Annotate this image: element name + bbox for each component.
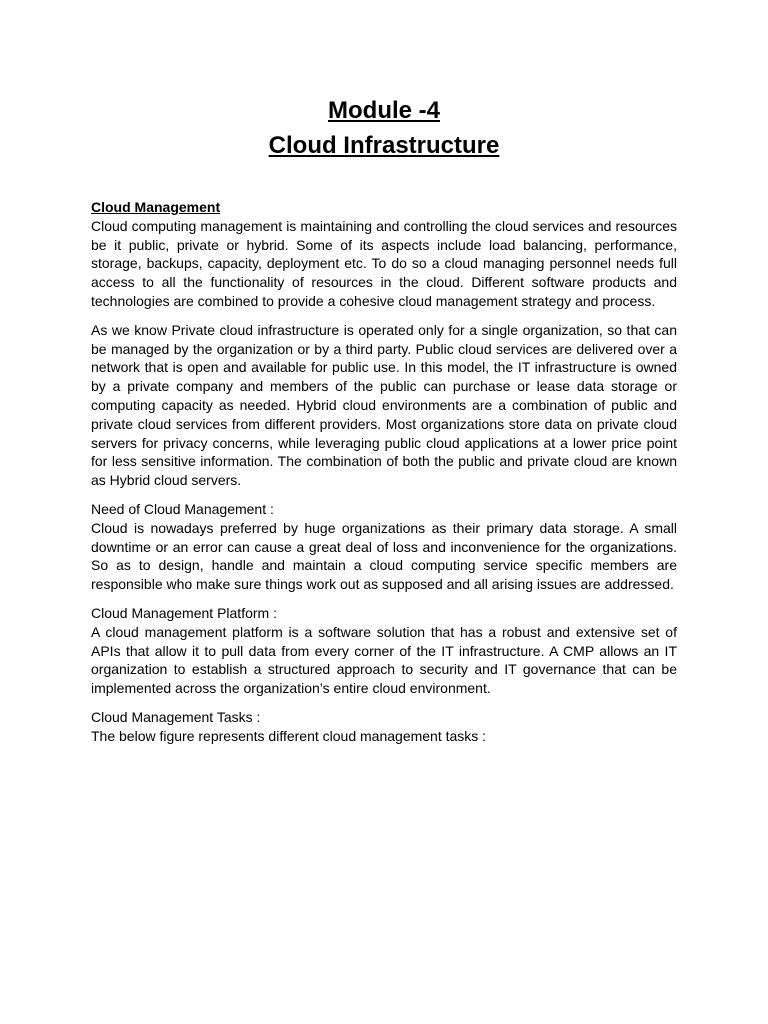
document-title: Cloud Infrastructure <box>268 132 500 159</box>
tasks-heading: Cloud Management Tasks : <box>91 708 261 725</box>
platform-heading: Cloud Management Platform : <box>91 604 277 621</box>
tasks-paragraph: The below figure represents different cloud management tasks : <box>91 727 487 744</box>
title-block <box>0 93 768 163</box>
module-title: Module -4 <box>328 97 440 124</box>
cloud-management-heading: Cloud Management <box>91 199 221 215</box>
need-paragraph: Cloud is nowadays preferred by huge organizations as their primary data storage. A small downtime or an error can cause a great deal of loss and inconvenience for the organizations. So as to design, handle and maintain a cloud computing service specific members are responsible who make sure things work out as supposed and all arising issues are addressed. <box>91 519 677 593</box>
document-body <box>91 198 677 756</box>
platform-paragraph: A cloud management platform is a software solution that has a robust and extensive set of APIs that allow it to pull data from every corner of the IT infrastructure. A CMP allows an IT organization to establish a structured approach to security and IT governance that can be implemented across the organization’s entire cloud environment. <box>91 623 677 697</box>
cloud-management-paragraph-2: As we know Private cloud infrastructure is operated only for a single organization, so that can be managed by the organization or by a third party. Public cloud services are delivered over a network that is open and available for public use. In this model, the IT infrastructure is owned by a private company and members of the public can purchase or lease data storage or computing capacity as needed. Hybrid cloud environments are a combination of public and private cloud services from different providers. Most organizations store data on private cloud servers for privacy concerns, while leveraging public cloud applications at a lower price point for less sensitive information. The combination of both the public and private cloud are known as Hybrid cloud servers. <box>91 321 677 489</box>
cloud-management-paragraph-1: Cloud computing management is maintaining and controlling the cloud services and resources be it public, private or hybrid. Some of its aspects include load balancing, performance, storage, backups, capacity, deployment etc. To do so a cloud managing personnel needs full access to all the functionality of resources in the cloud. Different software products and technologies are combined to provide a cohesive cloud management strategy and process. <box>91 217 677 309</box>
need-heading: Need of Cloud Management : <box>91 500 274 517</box>
